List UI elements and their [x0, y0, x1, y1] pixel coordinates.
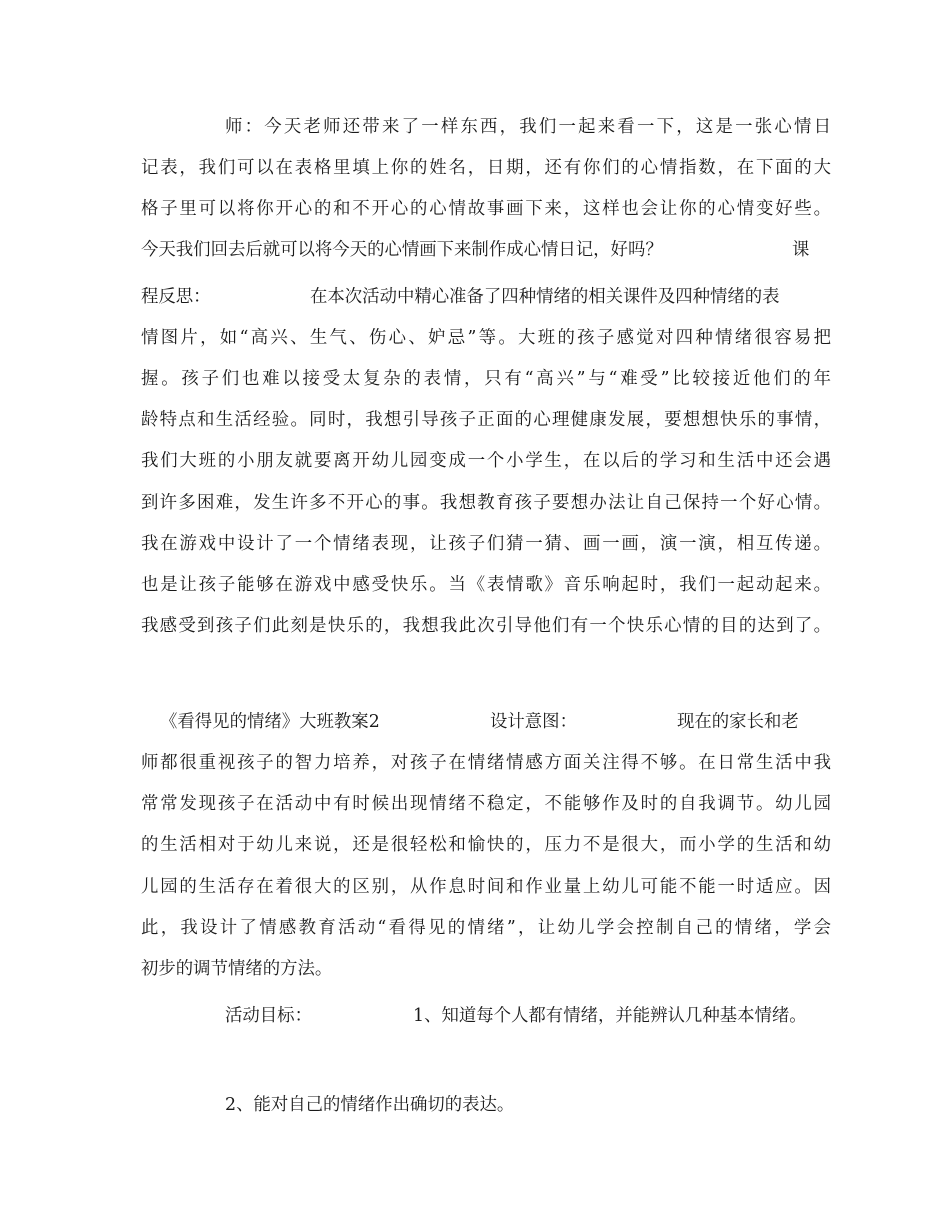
section-line: 的生活相对于幼儿来说，还是很轻松和愉快的，压力不是很大，而小学的生活和幼 [141, 835, 831, 855]
reflection-label: 程反思： [141, 287, 211, 307]
paragraph-line: 今天我们回去后就可以将今天的心情画下来制作成心情日记，好吗？ [141, 240, 663, 260]
design-intent-first-text: 现在的家长和老 [677, 712, 799, 732]
reflection-line: 我在游戏中设计了一个情绪表现，让孩子们猜一猜、画一画，演一演，相互传递。 [141, 534, 831, 554]
section-line: 此，我设计了情感教育活动“看得见的情绪”，让幼儿学会控制自己的情绪，学会 [141, 918, 831, 938]
reflection-line: 到许多困难，发生许多不开心的事。我想教育孩子要想办法让自己保持一个好心情。 [141, 493, 831, 513]
reflection-line: 我感受到孩子们此刻是快乐的，我想我此次引导他们有一个快乐心情的目的达到了。 [141, 616, 831, 636]
reflection-line: 握。孩子们也难以接受太复杂的表情，只有“高兴”与“难受”比较接近他们的年 [141, 369, 831, 389]
section-line: 儿园的生活存在着很大的区别，从作息时间和作业量上幼儿可能不能一时适应。因 [141, 877, 831, 897]
section-line: 常常发现孩子在活动中有时候出现情绪不稳定，不能够作及时的自我调节。幼儿园 [141, 794, 831, 814]
paragraph-trailing-word: 课 [792, 240, 810, 260]
section-line: 师都很重视孩子的智力培养，对孩子在情绪情感方面关注得不够。在日常生活中我 [141, 753, 831, 773]
reflection-line: 情图片，如“高兴、生气、伤心、妒忌”等。大班的孩子感觉对四种情绪很容易把 [141, 328, 831, 348]
paragraph-line: 师：今天老师还带来了一样东西，我们一起来看一下，这是一张心情日 [225, 117, 831, 137]
reflection-line: 龄特点和生活经验。同时，我想引导孩子正面的心理健康发展，要想想快乐的事情， [141, 410, 831, 430]
reflection-first-text: 在本次活动中精心准备了四种情绪的相关课件及四种情绪的表 [310, 287, 780, 307]
goals-label: 活动目标： [225, 1006, 312, 1026]
section-line: 初步的调节情绪的方法。 [141, 959, 333, 979]
goal-item-2: 2、能对自己的情绪作出确切的表达。 [225, 1095, 515, 1115]
paragraph-line: 格子里可以将你开心的和不开心的心情故事画下来，这样也会让你的心情变好些。 [141, 199, 831, 219]
design-intent-label: 设计意图： [490, 712, 577, 732]
goal-item-1: 1、知道每个人都有情绪，并能辨认几种基本情绪。 [413, 1006, 807, 1026]
reflection-line: 我们大班的小朋友就要离开幼儿园变成一个小学生，在以后的学习和生活中还会遇 [141, 451, 831, 471]
reflection-line: 也是让孩子能够在游戏中感受快乐。当《表情歌》音乐响起时，我们一起动起来。 [141, 575, 831, 595]
paragraph-line: 记表，我们可以在表格里填上你的姓名，日期，还有你们的心情指数，在下面的大 [141, 158, 831, 178]
section-title: 《看得见的情绪》大班教案2 [160, 712, 380, 732]
